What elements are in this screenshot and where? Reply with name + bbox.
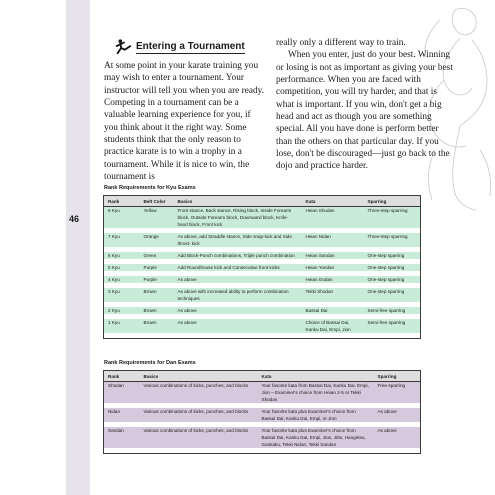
table-cell-basics: Various combinations of kicks, punches, and blocks — [140, 408, 258, 422]
table-cell-basics: As above — [174, 276, 302, 283]
page-margin-bar — [66, 0, 90, 495]
table-cell-belt: Brown — [140, 307, 174, 314]
column-header: Basics — [174, 196, 302, 207]
column-header: Basics — [140, 371, 258, 382]
body-paragraph: really only a different way to train. — [276, 38, 406, 48]
table-cell-kata: Your favorite kata plus Examiner's choice from Bassai Dai, Kanku Dai, Empi, or Jion — [258, 408, 374, 422]
table-cell-kata: Your favorite kata from Bassai Dai, Kanku Dai, Empi, Jion – Examiner's choice from Heian 2-5 or Tekki Shodan — [258, 382, 374, 404]
table-cell-sparring: Three-step sparring — [364, 233, 421, 247]
page-number: 46 — [69, 214, 80, 224]
table-cell-kata: Heian Nidan — [302, 233, 364, 247]
table-cell-rank: 1 Kyu — [104, 319, 140, 333]
column-header: Sparring — [364, 196, 421, 207]
body-text-right-column — [276, 37, 453, 173]
column-header: Rank — [104, 371, 140, 382]
body-text-left-column — [104, 60, 264, 183]
row-spacer — [104, 448, 421, 454]
table-cell-basics: Add Roundhouse kick and Consecutive front kicks — [174, 264, 302, 271]
dan-requirements-table — [103, 370, 421, 454]
table-cell-kata: Your favorite kata plus Examiner's choice from Bassai Dai, Kanku Dai, Empi, Jion, Jitte, Hangetsu, Gankaku, Tekki Nidan, Tekki Sandan — [258, 427, 374, 448]
table-row — [104, 207, 421, 229]
table-cell-rank: 3 Kyu — [104, 288, 140, 302]
table-header-row — [104, 371, 421, 382]
karate-kick-icon — [114, 38, 132, 56]
table-row — [104, 382, 421, 404]
table-cell-kata: Heian Shodan — [302, 207, 364, 229]
table-row — [104, 276, 421, 283]
table-cell-basics: As above with increased ability to perform combination techniques — [174, 288, 302, 302]
table-cell-basics: As above, add Straddle stance, Side snap-kick and Side thrust- kick — [174, 233, 302, 247]
table-cell-sparring: One-step sparring — [364, 252, 421, 259]
table-cell-sparring: As above — [374, 427, 421, 448]
table-cell-sparring: Semi-free sparring — [364, 307, 421, 314]
table-cell-rank: 4 Kyu — [104, 276, 140, 283]
column-header: Belt Color — [140, 196, 174, 207]
table-row — [104, 427, 421, 448]
table-cell-sparring: Semi-free sparring — [364, 319, 421, 333]
table-cell-basics: Various combinations of kicks, punches, and blocks — [140, 382, 258, 404]
section-heading: Entering a Tournament — [136, 40, 245, 52]
table-cell-belt: Purple — [140, 276, 174, 283]
table-header-row — [104, 196, 421, 207]
table-cell-rank: Sandan — [104, 427, 140, 448]
table-row — [104, 264, 421, 271]
column-header: Sparring — [374, 371, 421, 382]
table-cell-belt: Brown — [140, 288, 174, 302]
table-cell-kata: Heian Godan — [302, 276, 364, 283]
table-cell-basics: Add Block-Punch combinations, Triple punch combination — [174, 252, 302, 259]
kyu-table-title: Rank Requirements for Kyu Exams — [104, 185, 196, 191]
table-cell-sparring: Free-sparring — [374, 382, 421, 404]
row-spacer-cell — [104, 448, 421, 454]
table-cell-sparring: As above — [374, 408, 421, 422]
table-cell-rank: 8 Kyu — [104, 207, 140, 229]
table-cell-sparring: One-step sparring — [364, 264, 421, 271]
body-paragraph: At some point in your karate training you may wish to enter a tournament. Your instructor will tell you when you are ready. Competing in a tournament can be a valuable learning experience for you, if you think about it the right way. Some students think that the only reason to practice karate is to win a trophy in a tournament. While it is nice to win, the tournament is — [104, 61, 264, 183]
table-cell-basics: Various combinations of kicks, punches, and blocks — [140, 427, 258, 448]
table-cell-kata: Heian Sandan — [302, 252, 364, 259]
column-header: Rank — [104, 196, 140, 207]
table-row — [104, 288, 421, 302]
table-row — [104, 252, 421, 259]
column-header: Kata — [302, 196, 364, 207]
table-cell-sparring: Three-step sparring — [364, 207, 421, 229]
table-cell-basics: Front stance, Back stance, Rising block, Inside Forearm block, Outside Forearm block, Downward block, Knife-hand block, Front kick — [174, 207, 302, 229]
table-cell-belt: Yellow — [140, 207, 174, 229]
row-spacer-cell — [104, 333, 421, 339]
column-header: Kata — [258, 371, 374, 382]
row-spacer — [104, 333, 421, 339]
table-cell-rank: 5 Kyu — [104, 264, 140, 271]
table-row — [104, 408, 421, 422]
table-row — [104, 319, 421, 333]
table-cell-rank: 2 Kyu — [104, 307, 140, 314]
table-cell-rank: Nidan — [104, 408, 140, 422]
table-cell-basics: As above — [174, 307, 302, 314]
table-cell-kata: Heian Yondan — [302, 264, 364, 271]
table-cell-basics: As above — [174, 319, 302, 333]
table-cell-belt: Brown — [140, 319, 174, 333]
table-row — [104, 233, 421, 247]
table-cell-sparring: One-step sparring — [364, 276, 421, 283]
section-heading-row — [114, 38, 245, 56]
table-cell-kata: Choice of Bassai Dai, Kanku Dai, Empi, Jion — [302, 319, 364, 333]
table-cell-rank: Shodan — [104, 382, 140, 404]
body-paragraph: When you enter, just do your best. Winning or losing is not as important as giving your best performance. When you are faced with competition, you will try harder, and that is what is important. If you win, don't get a big head and act as though you are something special. All you have done is perform better than the others on that particular day. If you lose, don't be discouraged—just go back to the dojo and practice harder. — [276, 50, 453, 172]
table-cell-belt: Orange — [140, 233, 174, 247]
table-cell-belt: Purple — [140, 264, 174, 271]
table-cell-sparring: One-step sparring — [364, 288, 421, 302]
dan-table-title: Rank Requirements for Dan Exams — [104, 360, 196, 366]
kyu-requirements-table — [103, 195, 421, 339]
table-cell-belt: Green — [140, 252, 174, 259]
table-cell-kata: Tekki Shodan — [302, 288, 364, 302]
table-cell-kata: Bassai Dai — [302, 307, 364, 314]
table-cell-rank: 7 Kyu — [104, 233, 140, 247]
table-row — [104, 307, 421, 314]
table-cell-rank: 6 Kyu — [104, 252, 140, 259]
